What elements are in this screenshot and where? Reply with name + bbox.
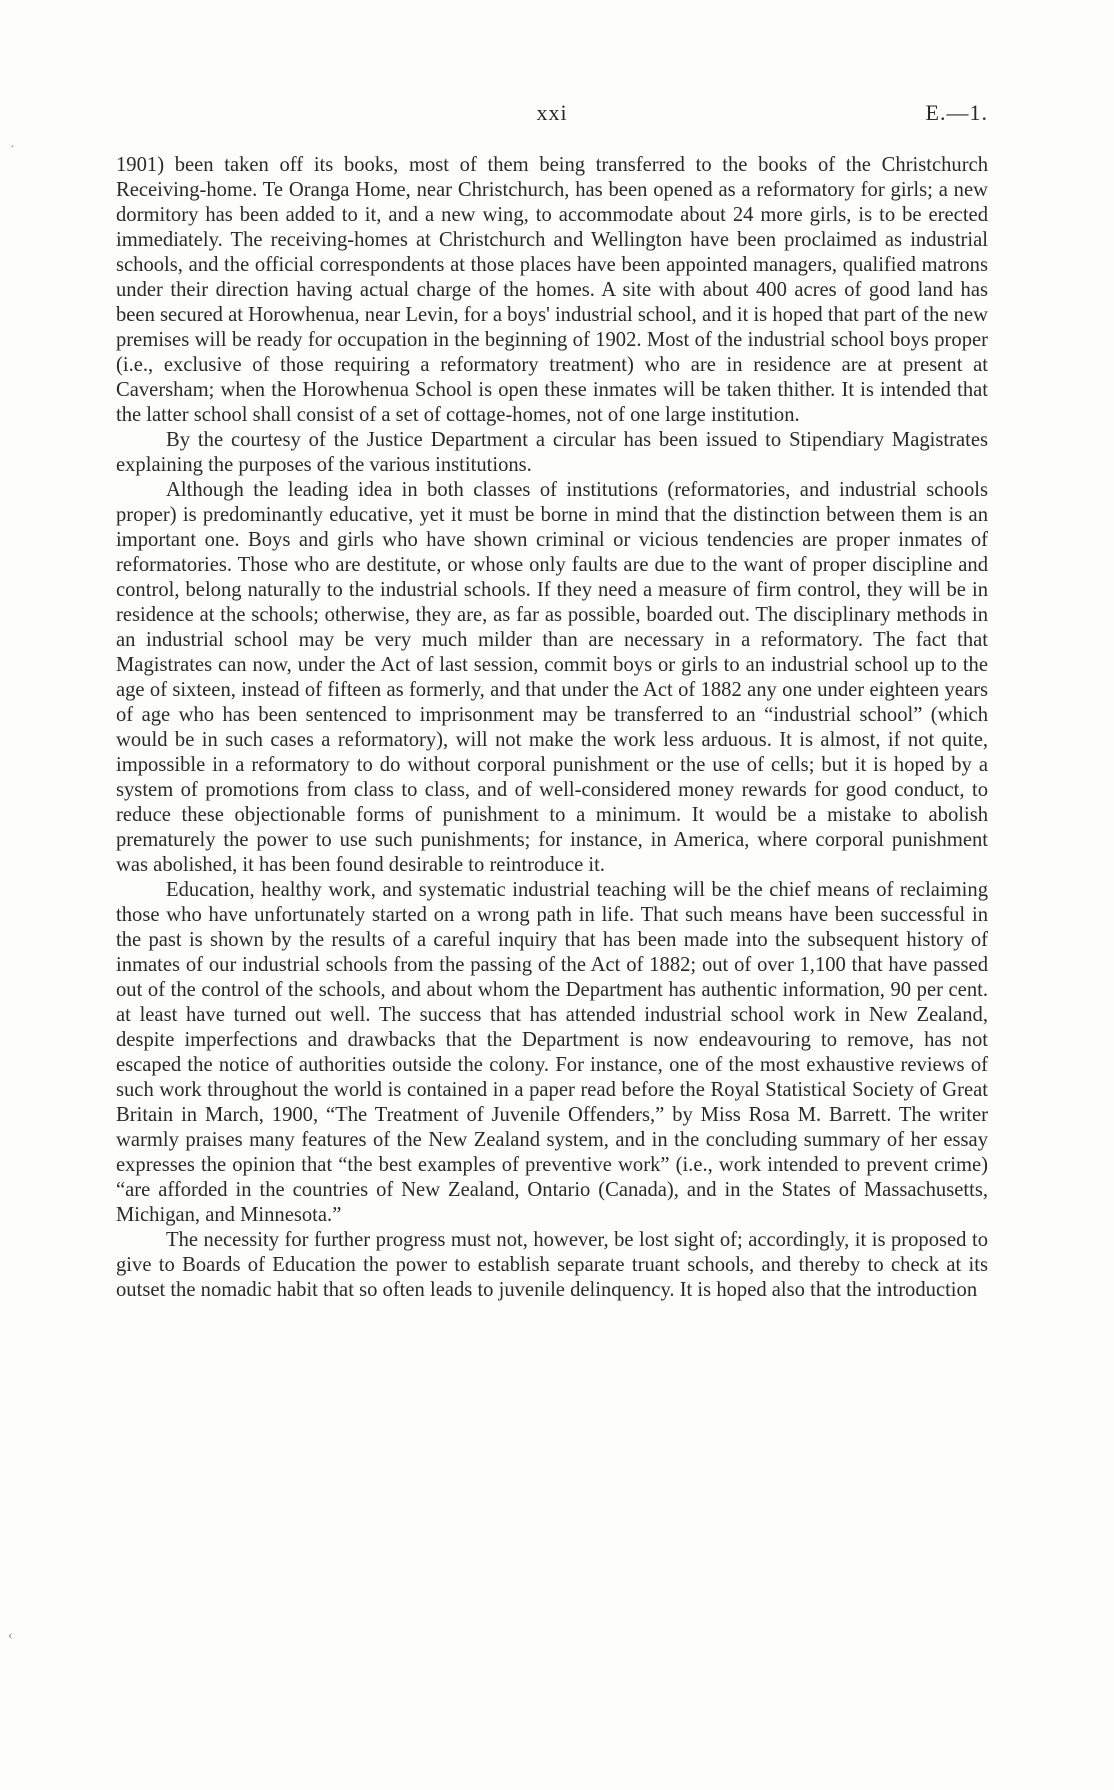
paragraph-5: The necessity for further progress must not, however, be lost sight of; accordingly, it is proposed to give to Boards of Education the power to establish separate truant schools, and thereby to check at its outset the nomadic habit that so often leads to juvenile delinquency. It is hoped also that the introduction [116, 1229, 988, 1301]
paragraph-3: Although the leading idea in both classes of institutions (reformatories, and industrial schools proper) is predominantly educative, yet it must be borne in mind that the distinction between them is an important one. Boys and girls who have shown criminal or vicious tendencies are proper inmates of reformatories. Those who are destitute, or whose only faults are due to the want of proper discipline and control, belong naturally to the industrial schools. If they need a measure of firm control, they will be in residence at the schools; otherwise, they are, as far as possible, boarded out. The disciplinary methods in an industrial school may be very much milder than are necessary in a reformatory. The fact that Magistrates can now, under the Act of last session, commit boys or girls to an industrial school up to the age of sixteen, instead of fifteen as formerly, and that under the Act of 1882 any one under eighteen years of age who has been sentenced to imprisonment may be transferred to an “industrial school” (which would be in such cases a reformatory), will not make the work less arduous. It is almost, if not quite, impossible in a reformatory to do without corporal punishment or the use of cells; but it is hoped by a system of promotions from class to class, and of well-considered money rewards for good conduct, to reduce these objectionable forms of punishment to a minimum. It would be a mistake to abolish prematurely the power to use such punishments; for instance, in America, where corporal punishment was abolished, it has been found desirable to reintroduce it. [116, 479, 988, 876]
page-number: xxi [536, 100, 568, 125]
page-header [116, 100, 988, 130]
scan-speck: ‹ [8, 1628, 13, 1643]
body-text [116, 153, 988, 1303]
paragraph-2: By the courtesy of the Justice Department a circular has been issued to Stipendiary Magistrates explaining the purposes of the various institutions. [116, 429, 988, 476]
document-reference: E.—1. [925, 100, 988, 125]
scan-speck: · [10, 140, 15, 155]
paragraph-4: Education, healthy work, and systematic industrial teaching will be the chief means of reclaiming those who have unfortunately started on a wrong path in life. That such means have been successful in the past is shown by the results of a careful inquiry that has been made into the subsequent history of inmates of our industrial schools from the passing of the Act of 1882; out of over 1,100 that have passed out of the control of the schools, and about whom the Department has authentic information, 90 per cent. at least have turned out well. The success that has attended industrial school work in New Zealand, despite imperfections and drawbacks that the Department is now endeavouring to remove, has not escaped the notice of authorities outside the colony. For instance, one of the most exhaustive reviews of such work throughout the world is contained in a paper read before the Royal Statistical Society of Great Britain in March, 1900, “The Treatment of Juvenile Offenders,” by Miss Rosa M. Barrett. The writer warmly praises many features of the New Zealand system, and in the concluding summary of her essay expresses the opinion that “the best examples of preventive work” (i.e., work intended to prevent crime) “are afforded in the countries of New Zealand, Ontario (Canada), and in the States of Massachusetts, Michigan, and Minnesota.” [116, 879, 988, 1226]
paragraph-1: 1901) been taken off its books, most of them being transferred to the books of the Christchurch Receiving-home. Te Oranga Home, near Christchurch, has been opened as a reformatory for girls; a new dormitory has been added to it, and a new wing, to accommodate about 24 more girls, is to be erected immediately. The receiving-homes at Christchurch and Wellington have been proclaimed as industrial schools, and the official correspondents at those places have been appointed managers, qualified matrons under their direction having actual charge of the homes. A site with about 400 acres of good land has been secured at Horowhenua, near Levin, for a boys' industrial school, and it is hoped that part of the new premises will be ready for occupation in the beginning of 1902. Most of the industrial school boys proper (i.e., exclusive of those requiring a reformatory treatment) who are in residence are at present at Caversham; when the Horowhenua School is open these inmates will be taken thither. It is intended that the latter school shall consist of a set of cottage-homes, not of one large institution. [116, 154, 988, 426]
